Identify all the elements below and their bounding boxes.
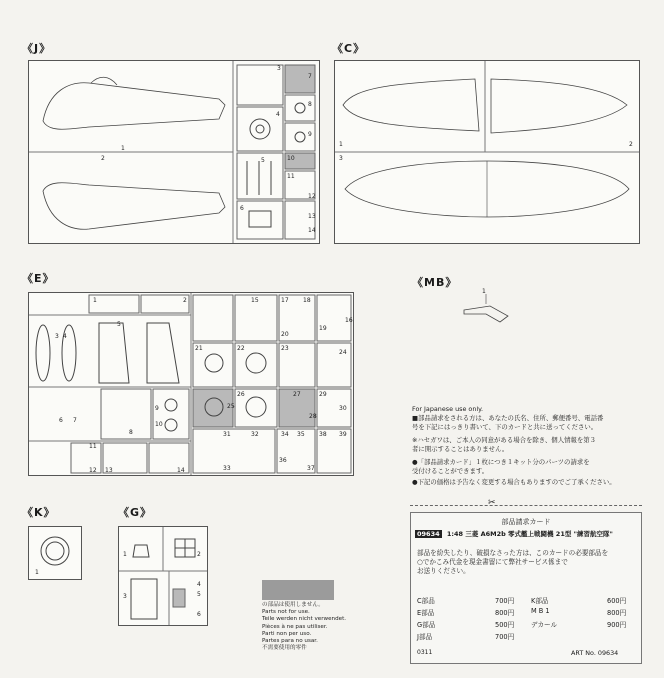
e-num-13: 13	[105, 467, 113, 474]
card-footer-right: ART No. 09634	[571, 649, 619, 657]
j-num-11: 11	[287, 173, 295, 180]
card-code-badge: 09634	[417, 530, 440, 538]
unused-parts-legend	[262, 602, 346, 652]
e-num-36: 36	[279, 457, 287, 464]
sheet-label-e: 《E》	[22, 272, 55, 285]
e-num-37: 37	[307, 465, 315, 472]
price-g-value: 500円	[495, 621, 515, 629]
e-num-21: 21	[195, 345, 203, 352]
notes-line-7: ●下記の価格は予告なく変更する場合もありますのでご了承ください。	[412, 478, 616, 486]
price-g-label: G部品	[417, 621, 436, 629]
sheet-label-mb: 《MB》	[412, 276, 458, 289]
e-num-9: 9	[155, 405, 159, 412]
card-code-text: 1:48 三菱 A6M2b 零式艦上戦闘機 21型 "練習航空隊"	[446, 530, 613, 538]
e-num-1: 1	[93, 297, 97, 304]
j-num-1: 1	[121, 145, 125, 152]
j-num-3: 3	[277, 65, 281, 72]
japanese-use-header: For Japanese use only.	[412, 405, 484, 413]
price-decal-label: デカール	[531, 621, 558, 629]
e-num-27: 27	[293, 391, 301, 398]
price-c-label: C部品	[417, 597, 435, 605]
e-num-14: 14	[177, 467, 185, 474]
sprue-e	[28, 292, 354, 476]
e-num-10: 10	[155, 421, 163, 428]
e-num-25: 25	[227, 403, 235, 410]
j-num-12: 12	[308, 193, 316, 200]
legal-line-5: Parti non per uso.	[262, 630, 312, 637]
c-num-1: 1	[339, 141, 343, 148]
sheet-label-c: 《C》	[332, 42, 366, 55]
e-num-5: 5	[117, 321, 121, 328]
card-title: 部品請求カード	[501, 518, 551, 526]
sprue-mb	[460, 290, 520, 330]
card-desc-1: 部品を紛失したり、破損なさった方は、このカードの必要部品を	[417, 549, 609, 557]
notes-line-3: ※ハセガワは、ご本人の同意がある場合を除き、個人情報を第３	[412, 436, 597, 444]
sprue-e-drawing	[29, 293, 353, 475]
sprue-c-drawing	[335, 61, 639, 243]
e-num-3: 3	[55, 333, 59, 340]
e-num-35: 35	[297, 431, 305, 438]
legal-line-4: Pièces à ne pas utiliser.	[262, 623, 328, 630]
e-num-12: 12	[89, 467, 97, 474]
e-num-23: 23	[281, 345, 289, 352]
sprue-j	[28, 60, 320, 244]
e-num-24: 24	[339, 349, 347, 356]
j-num-8: 8	[308, 101, 312, 108]
parts-request-card	[410, 512, 642, 664]
sheet-label-j: 《J》	[22, 42, 52, 55]
e-num-2: 2	[183, 297, 187, 304]
j-num-14: 14	[308, 227, 316, 234]
g-num-1: 1	[123, 551, 127, 558]
j-num-10: 10	[287, 155, 295, 162]
j-num-13: 13	[308, 213, 316, 220]
e-num-8: 8	[129, 429, 133, 436]
e-num-29: 29	[319, 391, 327, 398]
notes-line-5: ●「部品請求カード」１枚につき１キット分のパーツの請求を	[412, 458, 590, 466]
price-k-value: 600円	[607, 597, 627, 605]
e-num-39: 39	[339, 431, 347, 438]
price-e-label: E部品	[417, 609, 435, 617]
sheet-label-k: 《K》	[22, 506, 56, 519]
j-num-7: 7	[308, 73, 312, 80]
legal-line-2: Parts not for use.	[262, 609, 310, 616]
notes-line-6: 受付けることができます。	[412, 467, 489, 475]
e-num-4: 4	[63, 333, 67, 340]
card-footer-left: 0311	[417, 649, 433, 656]
notes-line-1: ■部品請求をされる方は、あなたの氏名、住所、郵便番号、電話番	[412, 414, 604, 422]
notes-line-2: 号を下記にはっきり書いて、下のカードと共に送ってください。	[412, 423, 598, 431]
e-num-31: 31	[223, 431, 231, 438]
sheet-label-g: 《G》	[118, 506, 153, 519]
legal-line-6: Partes para no usar.	[262, 638, 318, 645]
mb-num-1: 1	[482, 288, 486, 295]
e-num-30: 30	[339, 405, 347, 412]
sprue-g	[118, 526, 208, 626]
notes-line-4: 者に開示することはありません。	[412, 445, 509, 453]
price-decal-value: 900円	[607, 621, 627, 629]
k-num-1: 1	[35, 569, 39, 576]
card-desc-3: お送りください。	[417, 567, 470, 575]
e-num-38: 38	[319, 431, 327, 438]
price-mb-label: M B 1	[531, 607, 550, 615]
g-num-6: 6	[197, 611, 201, 618]
unused-parts-swatch	[262, 580, 334, 600]
sprue-c	[334, 60, 640, 244]
g-num-3: 3	[123, 593, 127, 600]
sprue-k	[28, 526, 82, 580]
price-j-label: J部品	[417, 633, 433, 641]
e-num-19: 19	[319, 325, 327, 332]
e-num-18: 18	[303, 297, 311, 304]
g-num-4: 4	[197, 581, 201, 588]
legal-line-3: Teile werden nicht verwendet.	[262, 616, 347, 623]
c-num-2: 2	[629, 141, 633, 148]
e-num-7: 7	[73, 417, 77, 424]
card-desc-2: ○でかこみ代金を現金書留にて弊社サービス係まで	[417, 558, 568, 566]
e-num-33: 33	[223, 465, 231, 472]
j-num-9: 9	[308, 131, 312, 138]
e-num-15: 15	[251, 297, 259, 304]
e-num-16: 16	[345, 317, 353, 324]
e-num-28: 28	[309, 413, 317, 420]
card-code	[415, 529, 613, 538]
e-num-20: 20	[281, 331, 289, 338]
legal-line-7: 不需要使用的零件	[262, 645, 307, 652]
e-num-17: 17	[281, 297, 289, 304]
c-num-3: 3	[339, 155, 343, 162]
j-num-2: 2	[101, 155, 105, 162]
g-num-5: 5	[197, 591, 201, 598]
legal-line-1: の部品は使用しません。	[262, 602, 324, 608]
j-num-5: 5	[261, 157, 265, 164]
price-c-value: 700円	[495, 597, 515, 605]
e-num-26: 26	[237, 391, 245, 398]
e-num-34: 34	[281, 431, 289, 438]
mb-part-drawing	[460, 290, 520, 330]
e-num-22: 22	[237, 345, 245, 352]
sprue-j-drawing	[29, 61, 319, 243]
cut-line	[410, 505, 642, 506]
e-num-6: 6	[59, 417, 63, 424]
g-num-2: 2	[197, 551, 201, 558]
j-num-4: 4	[276, 111, 280, 118]
sprue-g-drawing	[119, 527, 207, 625]
price-e-value: 800円	[495, 609, 515, 617]
scissors-icon: ✂	[488, 498, 496, 508]
price-k-label: K部品	[531, 597, 549, 605]
j-num-6: 6	[240, 205, 244, 212]
e-num-11: 11	[89, 443, 97, 450]
e-num-32: 32	[251, 431, 259, 438]
price-j-value: 700円	[495, 633, 515, 641]
price-mb-value: 800円	[607, 609, 627, 617]
